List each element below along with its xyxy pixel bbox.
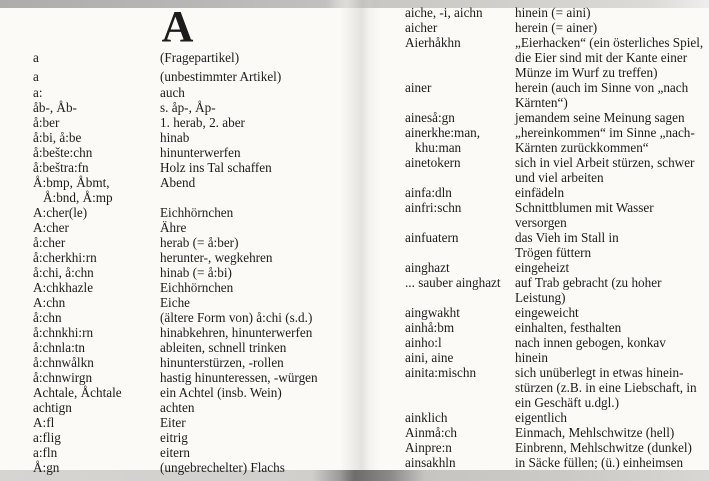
headword — [405, 350, 515, 365]
dictionary-entry — [405, 155, 707, 185]
dictionary-entry — [405, 5, 707, 20]
headword-line: a:flig — [33, 430, 61, 445]
definition-line: Eiter — [160, 415, 186, 430]
definition — [160, 69, 349, 84]
definition-line: „hereinkommen“ im Sinne „nach- — [515, 125, 695, 140]
definition-line: nach innen gebogen, konkav — [515, 335, 666, 350]
definition — [160, 310, 349, 325]
definition-line: Abend — [160, 175, 196, 190]
definition — [515, 365, 707, 410]
headword — [405, 230, 515, 245]
headword — [405, 335, 515, 350]
headword — [33, 445, 160, 460]
definition — [160, 205, 349, 220]
dictionary-entry — [33, 325, 349, 340]
headword — [405, 365, 515, 380]
definition-line: sich in viel Arbeit stürzen, schwer — [515, 155, 695, 170]
definition — [160, 295, 349, 310]
dictionary-entry — [405, 80, 707, 110]
definition-line: hinab (= å:bi) — [160, 265, 232, 280]
headword — [405, 20, 515, 35]
definition-line: (ungebrechelter) Flachs — [160, 460, 285, 475]
definition-line: herein (= ainer) — [515, 20, 598, 35]
headword-line: achtign — [33, 400, 72, 415]
definition-line: herunter-, wegkehren — [160, 250, 273, 265]
headword-line: a — [33, 69, 39, 84]
dictionary-entry — [405, 20, 707, 35]
definition-line: hastig hinunteressen, -würgen — [160, 370, 318, 385]
definition — [160, 85, 349, 100]
definition-line: (unbestimmter Artikel) — [160, 69, 282, 84]
headword — [33, 160, 160, 175]
headword-line: Å:bmp, Åbmt, — [33, 175, 110, 190]
headword-line: å:cher — [33, 235, 66, 250]
headword — [405, 35, 515, 50]
definition — [160, 280, 349, 295]
headword-line: A:cher — [33, 220, 69, 235]
definition-line: Leistung) — [515, 290, 566, 305]
headword-line: a:fln — [33, 445, 58, 460]
dictionary-entry — [405, 275, 707, 305]
headword-line: å:chi, å:chn — [33, 265, 94, 280]
definition-line: Schnittblumen mit Wasser — [515, 200, 654, 215]
headword — [405, 200, 515, 215]
headword-line: å:bešte:chn — [33, 145, 93, 160]
headword-continuation: Å:bnd, Å:mp — [43, 190, 113, 205]
headword-line: Achtale, Åchtale — [33, 385, 122, 400]
definition-line: einhalten, festhalten — [515, 320, 622, 335]
dictionary-entry — [405, 185, 707, 200]
definition — [515, 350, 707, 365]
definition — [515, 20, 707, 35]
headword — [405, 425, 515, 440]
headword-line: å:chn — [33, 310, 62, 325]
headword-line: aingwakht — [405, 305, 460, 320]
definition-line: Trögen füttern — [515, 245, 592, 260]
dictionary-entry — [33, 280, 349, 295]
definition-line: ein Achtel (insb. Wein) — [160, 385, 282, 400]
headword — [405, 275, 515, 290]
dictionary-entry — [33, 50, 349, 65]
definition-line: Einbrenn, Mehlschwitze (dunkel) — [515, 440, 692, 455]
definition — [515, 320, 707, 335]
headword — [405, 410, 515, 425]
definition-line: Münze im Wurf zu treffen) — [515, 65, 658, 80]
headword — [33, 69, 160, 84]
headword — [33, 235, 160, 250]
headword — [33, 310, 160, 325]
headword — [33, 355, 160, 370]
definition — [160, 400, 349, 415]
definition-line: hinab — [160, 130, 190, 145]
headword — [33, 205, 160, 220]
dictionary-column-left — [33, 50, 349, 475]
headword-line: ainita:mischn — [405, 365, 477, 380]
dictionary-entry — [33, 415, 349, 430]
headword-line: ainfri:schn — [405, 200, 462, 215]
definition — [515, 230, 707, 260]
definition — [160, 355, 349, 370]
headword-line: ainklich — [405, 410, 448, 425]
headword — [33, 145, 160, 160]
headword-line: a — [33, 50, 39, 65]
definition — [160, 430, 349, 445]
headword — [33, 130, 160, 145]
definition — [515, 125, 707, 155]
headword-line: ainfuatern — [405, 230, 459, 245]
headword — [33, 50, 160, 65]
definition-line: hinunterstürzen, -rollen — [160, 355, 284, 370]
dictionary-entry — [33, 400, 349, 415]
definition-line: Einmach, Mehlschwitze (hell) — [515, 425, 675, 440]
dictionary-entry — [405, 350, 707, 365]
dictionary-entry — [33, 85, 349, 100]
dictionary-entry — [405, 305, 707, 320]
headword — [405, 440, 515, 455]
dictionary-entry — [33, 69, 349, 84]
definition-line: hinabkehren, hinunterwerfen — [160, 325, 313, 340]
headword — [33, 265, 160, 280]
dictionary-entry — [33, 250, 349, 265]
headword-line: Ainpre:n — [405, 440, 452, 455]
definition — [515, 305, 707, 320]
definition-line: 1. herab, 2. aber — [160, 115, 245, 130]
dictionary-column-right — [405, 5, 707, 470]
definition-line: auf Trab gebracht (zu hoher — [515, 275, 662, 290]
dictionary-entry — [33, 235, 349, 250]
definition-line: hinunterwerfen — [160, 145, 241, 160]
headword-line: ainerkhe:man, — [405, 125, 481, 140]
definition — [160, 265, 349, 280]
definition — [515, 110, 707, 125]
headword — [33, 295, 160, 310]
dictionary-entry — [405, 200, 707, 230]
dictionary-entry — [405, 335, 707, 350]
dictionary-entry — [33, 430, 349, 445]
headword-line: å:ber — [33, 115, 60, 130]
definition — [160, 325, 349, 340]
headword-line: å:bi, å:be — [33, 130, 82, 145]
headword-line: ... sauber ainghazt — [405, 275, 501, 290]
dictionary-entry — [33, 175, 349, 205]
headword — [33, 250, 160, 265]
definition-line: achten — [160, 400, 195, 415]
headword — [33, 415, 160, 430]
definition — [515, 410, 707, 425]
dictionary-entry — [33, 145, 349, 160]
definition — [160, 445, 349, 460]
definition-line: ein Geschäft u.dgl.) — [515, 395, 619, 410]
headword — [33, 280, 160, 295]
definition — [160, 370, 349, 385]
headword — [405, 305, 515, 320]
definition-line: Eichhörnchen — [160, 205, 234, 220]
headword-continuation: khu:man — [415, 140, 462, 155]
definition-line: herein (auch im Sinne von „nach — [515, 80, 689, 95]
headword-line: A:chn — [33, 295, 66, 310]
definition-line: Ähre — [160, 220, 187, 235]
dictionary-entry — [33, 265, 349, 280]
definition — [515, 275, 707, 305]
dictionary-entry — [405, 230, 707, 260]
definition — [515, 35, 707, 80]
headword — [405, 125, 515, 155]
dictionary-entry — [33, 445, 349, 460]
definition-line: eingeheizt — [515, 260, 570, 275]
definition-line: hinein (= aini) — [515, 5, 591, 20]
headword — [405, 185, 515, 200]
headword-line: å:cherkhi:rn — [33, 250, 97, 265]
definition-line: eitrig — [160, 430, 188, 445]
definition-line: einfädeln — [515, 185, 565, 200]
definition — [515, 440, 707, 455]
definition-line: herab (= å:ber) — [160, 235, 239, 250]
headword-line: å:beštra:fn — [33, 160, 89, 175]
definition-line: sich unüberlegt in etwas hinein- — [515, 365, 684, 380]
headword — [405, 155, 515, 170]
dictionary-entry — [405, 440, 707, 455]
dictionary-entry — [33, 340, 349, 355]
headword — [33, 115, 160, 130]
definition — [160, 415, 349, 430]
headword-line: å:chnkhi:rn — [33, 325, 94, 340]
dictionary-entry — [33, 310, 349, 325]
headword-line: åb-, Åb- — [33, 100, 77, 115]
headword-line: aineså:gn — [405, 110, 455, 125]
headword — [33, 430, 160, 445]
headword — [33, 325, 160, 340]
definition — [160, 340, 349, 355]
dictionary-entry — [405, 260, 707, 275]
definition — [515, 155, 707, 185]
definition — [515, 80, 707, 110]
definition-line: in Säcke füllen; (ü.) einheimsen — [515, 455, 684, 470]
definition — [160, 50, 349, 65]
headword — [405, 455, 515, 470]
definition — [160, 385, 349, 400]
dictionary-entry — [405, 125, 707, 155]
dictionary-entry — [405, 410, 707, 425]
headword — [33, 340, 160, 355]
headword-line: ainghazt — [405, 260, 450, 275]
definition-line: Eichhörnchen — [160, 280, 234, 295]
definition-line: eingeweicht — [515, 305, 579, 320]
definition-line: und viel arbeiten — [515, 170, 604, 185]
definition-line: eitern — [160, 445, 191, 460]
headword — [33, 370, 160, 385]
dictionary-entry — [33, 385, 349, 400]
headword — [405, 5, 515, 20]
definition-line: das Vieh im Stall in — [515, 230, 619, 245]
headword-line: Ainmå:ch — [405, 425, 458, 440]
headword-line: å:chnwålkn — [33, 355, 94, 370]
definition — [160, 100, 349, 115]
dictionary-entry — [33, 295, 349, 310]
dictionary-entry — [33, 130, 349, 145]
definition-line: Eiche — [160, 295, 191, 310]
headword — [33, 100, 160, 115]
definition — [515, 455, 707, 470]
definition-line: auch — [160, 85, 185, 100]
dictionary-entry — [405, 320, 707, 335]
headword-line: ainhå:bm — [405, 320, 455, 335]
headword-line: ainetokern — [405, 155, 461, 170]
definition — [160, 460, 349, 475]
definition — [160, 115, 349, 130]
definition-line: „Eierhacken“ (ein österliches Spiel, — [515, 35, 704, 50]
definition — [515, 425, 707, 440]
definition-line: eigentlich — [515, 410, 567, 425]
definition — [160, 130, 349, 145]
headword-line: ainer — [405, 80, 432, 95]
definition — [515, 260, 707, 275]
headword — [405, 80, 515, 95]
definition-line: Holz ins Tal schaffen — [160, 160, 272, 175]
dictionary-entry — [33, 160, 349, 175]
definition-line: jemandem seine Meinung sagen — [515, 110, 685, 125]
dictionary-entry — [33, 370, 349, 385]
definition — [160, 220, 349, 235]
definition-line: s. åp-, Åp- — [160, 100, 216, 115]
definition-line: Kärnten“) — [515, 95, 568, 110]
headword-line: A:cher(le) — [33, 205, 88, 220]
headword-line: å:chnwirgn — [33, 370, 93, 385]
headword — [33, 175, 160, 205]
dictionary-entry — [405, 110, 707, 125]
dictionary-entry — [405, 365, 707, 410]
headword-line: Aierhåkhn — [405, 35, 461, 50]
definition — [515, 200, 707, 230]
headword — [33, 460, 160, 475]
definition — [160, 235, 349, 250]
headword — [33, 220, 160, 235]
headword-line: a: — [33, 85, 43, 100]
headword-line: aiche, -i, aichn — [405, 5, 483, 20]
headword-line: aini, aine — [405, 350, 454, 365]
definition-line: ableiten, schnell trinken — [160, 340, 287, 355]
definition — [160, 175, 349, 190]
headword — [33, 85, 160, 100]
headword — [405, 320, 515, 335]
dictionary-entry — [33, 115, 349, 130]
headword — [405, 260, 515, 275]
headword-line: aicher — [405, 20, 438, 35]
definition — [160, 160, 349, 175]
dictionary-entry — [405, 425, 707, 440]
definition-line: Kärnten zurückkommen“ — [515, 140, 649, 155]
headword-line: ainsakhln — [405, 455, 456, 470]
headword-line: Å:gn — [33, 460, 60, 475]
headword-line: A:fl — [33, 415, 55, 430]
headword-line: ainho:l — [405, 335, 442, 350]
headword-line: A:chkhazle — [33, 280, 94, 295]
dictionary-entry — [33, 460, 349, 475]
definition — [515, 5, 707, 20]
headword — [33, 400, 160, 415]
dictionary-entry — [33, 205, 349, 220]
dictionary-entry — [405, 455, 707, 470]
definition — [160, 145, 349, 160]
dictionary-entry — [405, 35, 707, 80]
headword — [405, 110, 515, 125]
definition — [515, 185, 707, 200]
headword-line: å:chnla:tn — [33, 340, 85, 355]
headword — [33, 385, 160, 400]
dictionary-entry — [33, 100, 349, 115]
definition — [515, 335, 707, 350]
headword-line: ainfa:dln — [405, 185, 452, 200]
dictionary-entry — [33, 220, 349, 235]
definition-line: (Fragepartikel) — [160, 50, 240, 65]
definition-line: stürzen (z.B. in eine Liebschaft, in — [515, 380, 697, 395]
definition — [160, 250, 349, 265]
section-letter-heading: A — [161, 2, 195, 51]
dictionary-entry — [33, 355, 349, 370]
definition-line: die Eier sind mit der Kante einer — [515, 50, 688, 65]
definition-line: hinein — [515, 350, 548, 365]
definition-line: (ältere Form von) å:chi (s.d.) — [160, 310, 313, 325]
definition-line: versorgen — [515, 215, 567, 230]
